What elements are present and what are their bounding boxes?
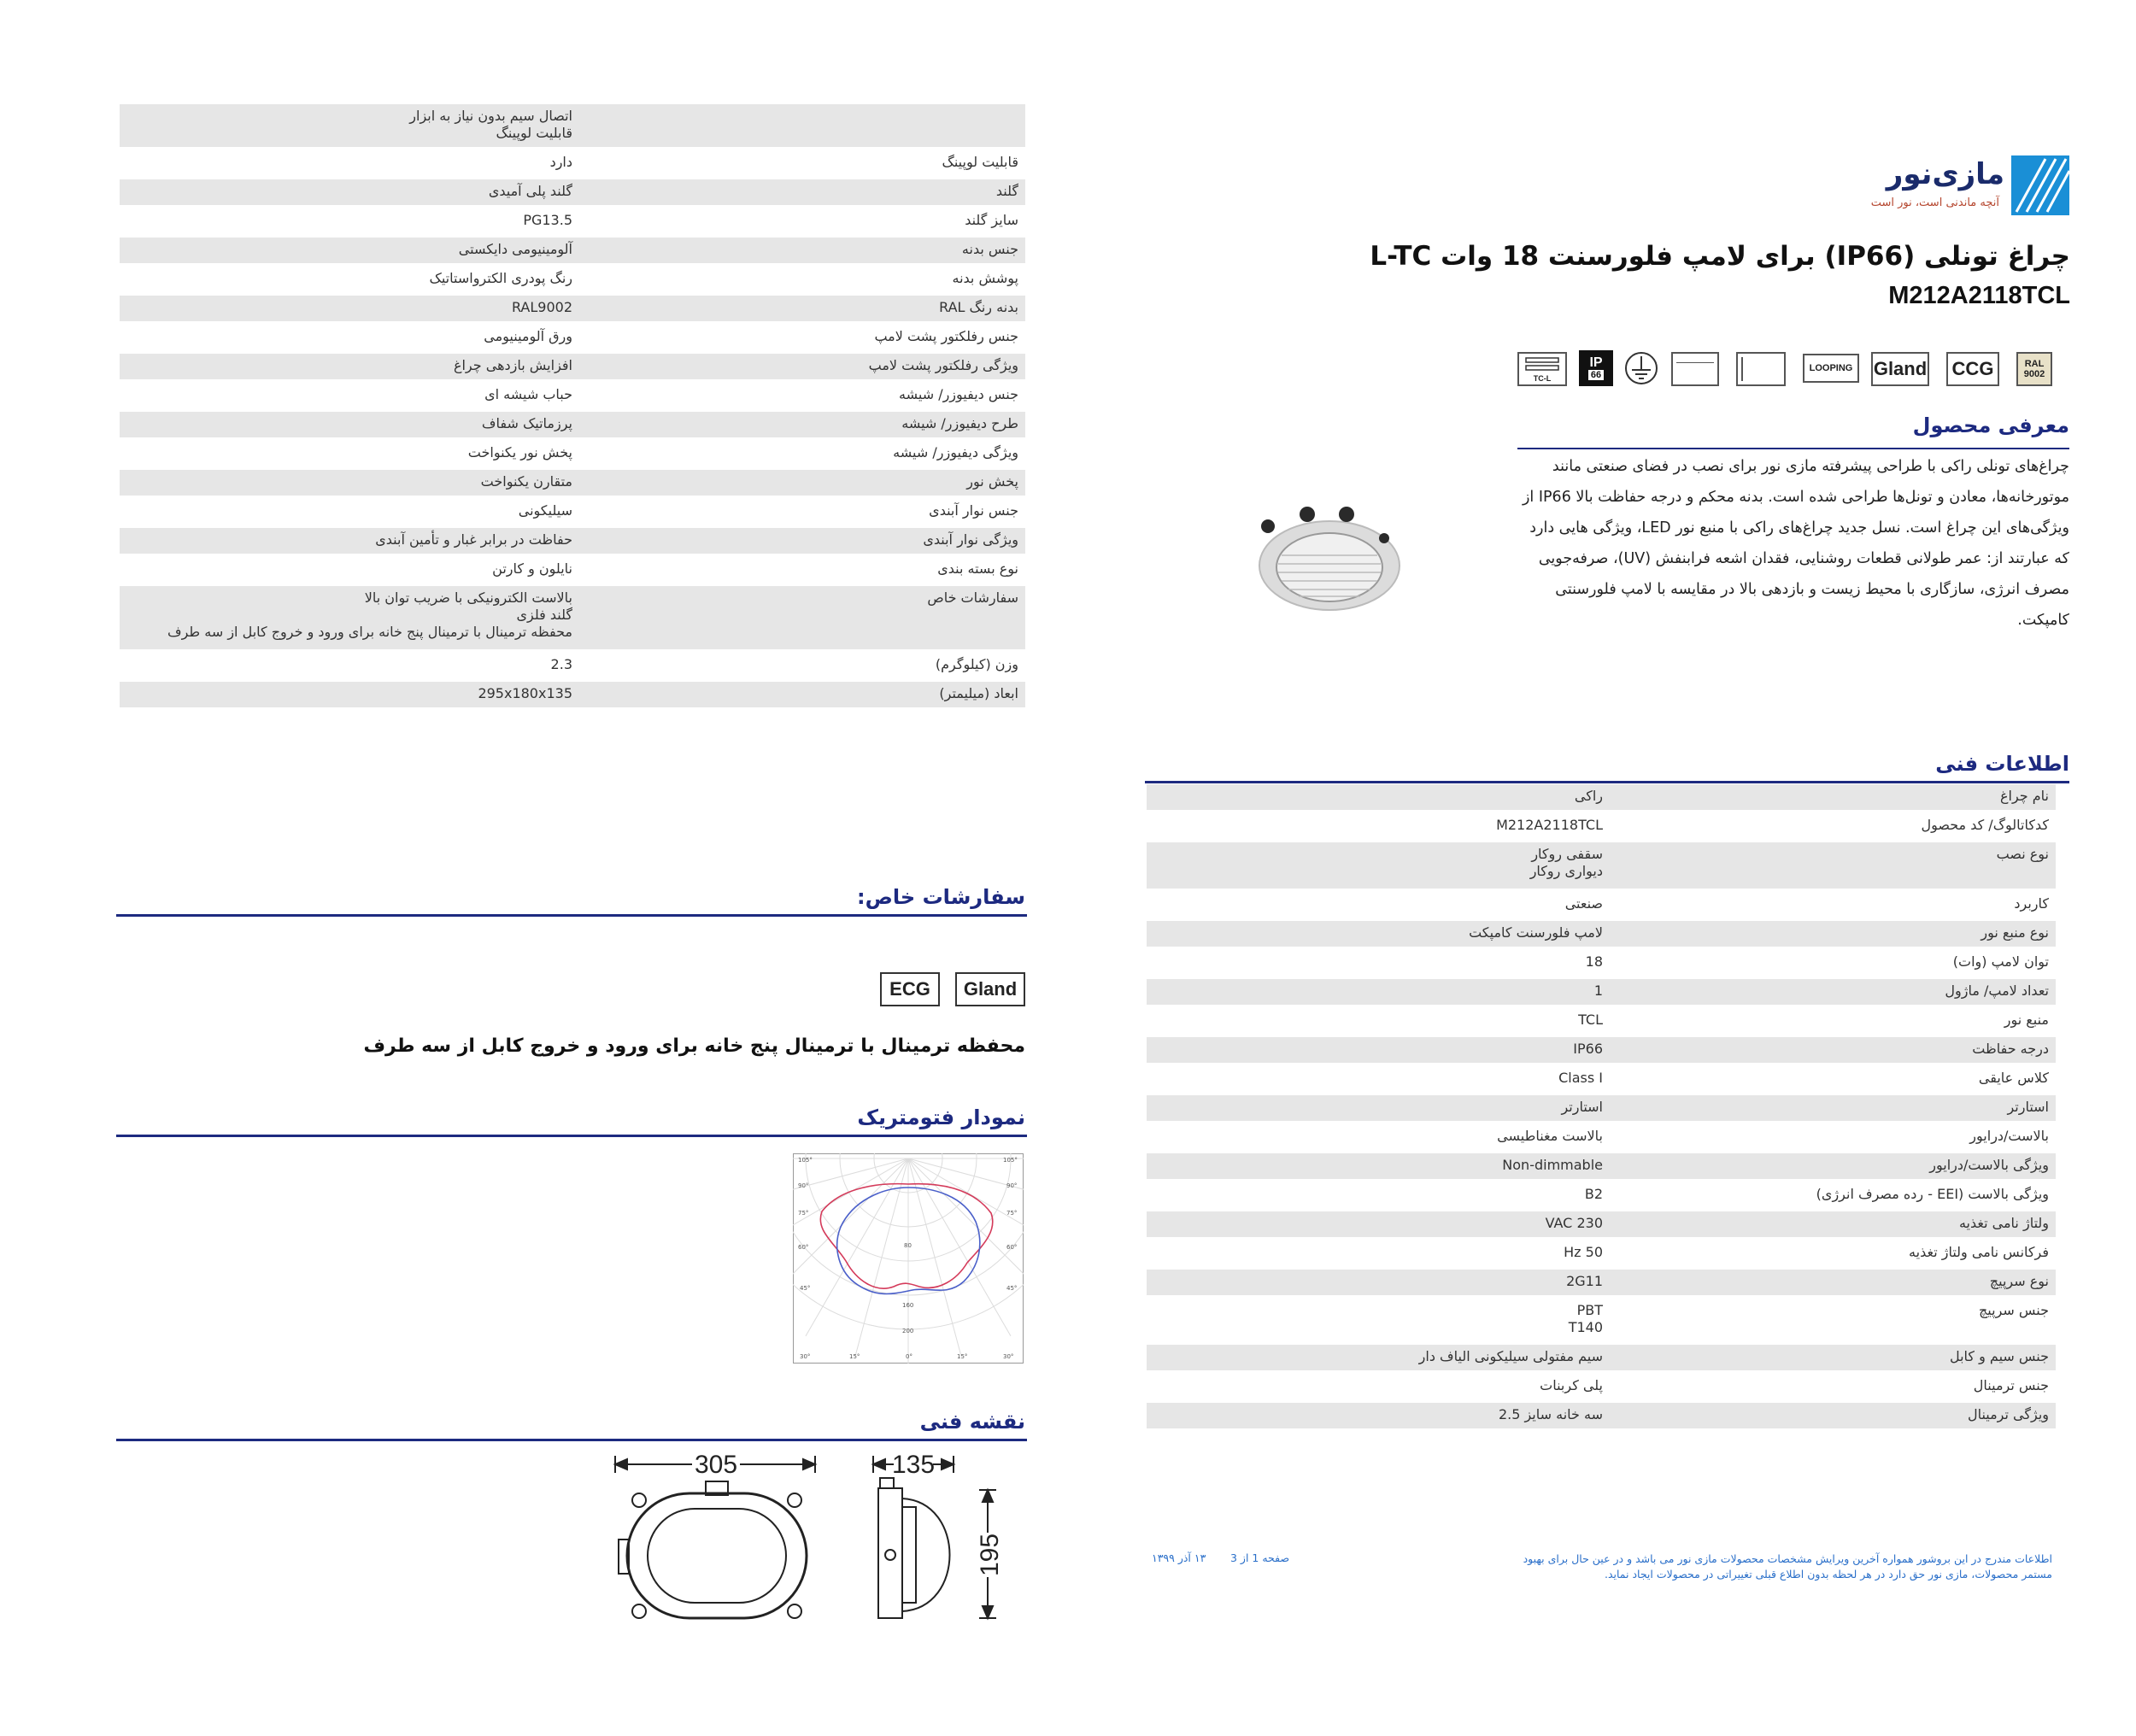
table-row — [1147, 1153, 2056, 1179]
row-value: 2G11 — [1566, 1273, 1603, 1289]
table-row — [120, 682, 1025, 707]
row-value: صنعتی — [1564, 895, 1603, 912]
table-row — [1147, 1008, 2056, 1034]
row-value: پخش نور یکنواخت — [467, 444, 572, 460]
photometric-diagram — [793, 1153, 1024, 1364]
table-row — [1147, 892, 2056, 918]
row-value: M212A2118TCL — [1496, 817, 1603, 833]
looping-icon: LOOPING — [1803, 354, 1859, 383]
logo-mark-icon — [2011, 155, 2069, 215]
row-value: B2 — [1584, 1186, 1603, 1202]
row-key: ولتاژ نامی تغذیه — [1958, 1215, 2049, 1231]
row-value: سقفی روکار دیواری روکار — [1529, 846, 1603, 879]
row-key: جنس سرپیچ — [1978, 1302, 2049, 1318]
row-value: PG13.5 — [523, 212, 572, 228]
row-key: ابعاد (میلیمتر) — [939, 685, 1018, 701]
footer-page: صفحه 1 از 3 — [1230, 1551, 1290, 1564]
blank-square-icon-1 — [1671, 352, 1719, 386]
ip66-icon: IP 66 — [1579, 350, 1613, 386]
row-value: متقارن یکنواخت — [480, 473, 572, 490]
radial-label: 160 — [902, 1302, 914, 1309]
angle-label: 90° — [798, 1182, 809, 1189]
row-value: ورق آلومینیومی — [484, 328, 572, 344]
row-value: پرزماتیک شفاف — [481, 415, 572, 431]
intro-title: معرفی محصول — [1912, 413, 2069, 437]
table-row — [120, 470, 1025, 496]
table-row — [1147, 1240, 2056, 1266]
row-value: 18 — [1585, 953, 1603, 970]
row-key: ویژگی بالاست/درایور — [1929, 1157, 2049, 1173]
row-value: راکی — [1574, 788, 1603, 804]
row-key: جنس بدنه — [961, 241, 1018, 257]
table-row — [120, 267, 1025, 292]
angle-label: 75° — [1006, 1210, 1018, 1217]
angle-label: 0° — [906, 1353, 912, 1360]
table-row — [1147, 921, 2056, 947]
row-key: وزن (کیلوگرم) — [935, 656, 1018, 672]
row-key: فرکانس نامی ولتاژ تغذیه — [1909, 1244, 2049, 1260]
table-row — [1147, 1374, 2056, 1399]
table-row — [120, 238, 1025, 263]
row-key: جنس ترمینال — [1973, 1377, 2049, 1393]
dim-depth: 135 — [891, 1451, 936, 1479]
row-value: 2.3 — [550, 656, 572, 672]
gland-icon: Gland — [1871, 352, 1929, 386]
row-key: پوشش بدنه — [952, 270, 1018, 286]
row-value: Non-dimmable — [1502, 1157, 1603, 1173]
row-value: بالاست الکترونیکی با ضریب توان بالا گلند فلزی محفظه ترمینال با ترمینال پنج خانه برای ورود و خروج کابل از سه طرف — [167, 589, 572, 640]
table-row — [1147, 1345, 2056, 1370]
table-row — [120, 441, 1025, 466]
dim-width: 305 — [694, 1451, 738, 1479]
row-value: 1 — [1593, 982, 1603, 999]
row-key: منبع نور — [2004, 1012, 2049, 1028]
row-key: نوع سرپیچ — [1989, 1273, 2049, 1289]
row-key: نوع نصب — [1996, 846, 2049, 862]
row-value: پلی کربنات — [1540, 1377, 1603, 1393]
product-photo — [1247, 504, 1410, 615]
ecg-badge: ECG — [880, 972, 940, 1006]
table-row — [120, 412, 1025, 437]
row-value: TCL — [1578, 1012, 1603, 1028]
footer-date: ۱۳ آذر ۱۳۹۹ — [1152, 1551, 1206, 1564]
dim-height: 195 — [976, 1533, 1004, 1577]
angle-label: 75° — [798, 1210, 809, 1217]
brand-slogan: آنچه ماندنی است، نور است — [1870, 196, 1999, 209]
table-row — [120, 586, 1025, 649]
row-key: جنس دیفیوزر/ شیشه — [899, 386, 1018, 402]
row-key: توان لامپ (وات) — [1952, 953, 2049, 970]
tech-info-table — [1147, 784, 2056, 1432]
row-value: بالاست مغناطیسی — [1497, 1128, 1603, 1144]
row-key: نام چراغ — [1999, 788, 2049, 804]
brand-name: مازی‌نور — [1886, 157, 2004, 191]
table-row — [120, 383, 1025, 408]
product-code: M212A2118TCL — [1888, 282, 2070, 309]
angle-label: 105° — [1003, 1157, 1018, 1164]
table-row — [120, 296, 1025, 321]
row-key: ویژگی ترمینال — [1967, 1406, 2049, 1422]
row-key: سفارشات خاص — [927, 589, 1018, 606]
row-value: گلند پلی آمیدی — [488, 183, 572, 199]
table-row — [1147, 1066, 2056, 1092]
row-key: نوع منبع نور — [1980, 924, 2049, 941]
spec-table — [120, 104, 1025, 711]
row-value: استارتر — [1561, 1099, 1603, 1115]
table-row — [1147, 950, 2056, 976]
angle-label: 45° — [1006, 1285, 1018, 1292]
row-key: کاربرد — [2014, 895, 2049, 912]
product-title: چراغ تونلی (IP66) برای لامپ فلورسنت 18 وات L-TC — [1370, 241, 2070, 272]
table-row — [120, 150, 1025, 176]
angle-label: 60° — [798, 1244, 809, 1251]
row-value: 230 VAC — [1545, 1215, 1603, 1231]
table-row — [120, 557, 1025, 583]
row-value: دارد — [549, 154, 572, 170]
table-row — [1147, 1270, 2056, 1295]
row-key: سایز گلند — [965, 212, 1018, 228]
angle-label: 15° — [957, 1353, 968, 1360]
row-value: Class I — [1558, 1070, 1603, 1086]
footer-note: اطلاعات مندرج در این بروشور همواره آخرین ویرایش مشخصات محصولات مازی نور می باشد و در عین حال برای بهبود مستمر محصولات، مازی نور حق دارد در هر لحظه بدون اطلاع قبلی تغییراتی در محصولات ایجاد نماید. — [1523, 1552, 2052, 1581]
row-key: کدکاتالوگ/ کد محصول — [1921, 817, 2049, 833]
row-value: حباب شیشه ای — [484, 386, 572, 402]
ral-icon: RAL 9002 — [2016, 352, 2052, 386]
row-key: درجه حفاظت — [1972, 1041, 2049, 1057]
row-key — [572, 104, 1025, 108]
row-key: جنس سیم و کابل — [1949, 1348, 2049, 1364]
row-value: سیلیکونی — [518, 502, 572, 519]
angle-label: 15° — [849, 1353, 860, 1360]
row-value: IP66 — [1573, 1041, 1603, 1057]
row-key: ویژگی دیفیوزر/ شیشه — [893, 444, 1018, 460]
radial-label: 200 — [902, 1328, 914, 1334]
row-value: لامپ فلورسنت کامپکت — [1469, 924, 1603, 941]
row-key: قابلیت لوپینگ — [942, 154, 1018, 170]
row-value: PBT T140 — [1568, 1302, 1603, 1335]
earth-ground-icon — [1624, 351, 1658, 385]
angle-label: 30° — [800, 1353, 811, 1360]
tcl-lamp-icon: TC-L — [1517, 352, 1567, 386]
table-row — [1147, 1037, 2056, 1063]
table-row — [1147, 1299, 2056, 1341]
table-row — [120, 104, 1025, 147]
row-key: بدنه رنگ RAL — [939, 299, 1018, 315]
row-key: کلاس عایقی — [1978, 1070, 2049, 1086]
row-key: بالاست/درایور — [1969, 1128, 2049, 1144]
photometric-title: نمودار فتومتریک — [857, 1106, 1025, 1129]
row-value: اتصال سیم بدون نیاز به ابزار قابلیت لوپینگ — [409, 108, 572, 141]
row-value: حفاظت در برابر غبار و تأمین آبندی — [375, 531, 572, 548]
radial-label: 80 — [904, 1242, 912, 1249]
row-key: ویژگی بالاست (EEI - رده مصرف انرژی) — [1816, 1186, 2049, 1202]
brand-logo — [1813, 152, 2069, 220]
row-value: آلومینیومی دایکستی — [458, 241, 572, 257]
table-row — [120, 208, 1025, 234]
special-orders-title: سفارشات خاص: — [857, 885, 1025, 909]
row-value: RAL9002 — [511, 299, 572, 315]
row-value: افزایش بازدهی چراغ — [453, 357, 572, 373]
table-row — [1147, 842, 2056, 889]
special-orders-text: محفظه ترمینال با ترمینال پنج خانه برای ورود و خروج کابل از سه طرف — [363, 1035, 1025, 1057]
table-row — [1147, 1211, 2056, 1237]
row-value: نایلون و کارتن — [492, 560, 572, 577]
angle-label: 60° — [1006, 1244, 1018, 1251]
table-row — [120, 354, 1025, 379]
row-value: سه خانه سایز 2.5 — [1498, 1406, 1603, 1422]
row-key: ویژگی نوار آبندی — [923, 531, 1018, 548]
gland-badge: Gland — [955, 972, 1025, 1006]
row-value: 50 Hz — [1564, 1244, 1603, 1260]
tech-info-rule — [1145, 781, 2069, 783]
ccg-icon: CCG — [1946, 352, 1999, 386]
table-row — [120, 325, 1025, 350]
intro-text: چراغ‌های تونلی راکی با طراحی پیشرفته مازی نور برای نصب در فضای صنعتی مانند موتورخانه‌ها، معادن و تونل‌ها طراحی شده است. بدنه محکم و درجه حفاظت بالا IP66 از ویژگی‌های این چراغ است. نسل جدید چراغ‌های راکی با منبع نور LED، ویژگی هایی دارد که عبارتند از: عمر طولانی قطعات روشنایی، فقدان اشعه فرابنفش (UV)، صرفه‌جویی مصرف انرژی، سازگاری با محیط زیست و بازدهی بالا در مقایسه با لامپ فلورسنتی کامپکت. — [1522, 458, 2069, 629]
row-value: 295x180x135 — [478, 685, 572, 701]
angle-label: 90° — [1006, 1182, 1018, 1189]
table-row — [1147, 1182, 2056, 1208]
angle-label: 45° — [800, 1285, 811, 1292]
table-row — [120, 499, 1025, 525]
tube-lamp-icon — [1523, 355, 1562, 374]
table-row — [1147, 979, 2056, 1005]
photometric-rule — [116, 1135, 1027, 1137]
row-value: رنگ پودری الکترواستاتیک — [429, 270, 572, 286]
row-key: نوع بسته بندی — [937, 560, 1018, 577]
row-key: پخش نور — [966, 473, 1018, 490]
table-row — [1147, 784, 2056, 810]
row-key: تعداد لامپ/ ماژول — [1945, 982, 2049, 999]
row-key: جنس نوار آبندی — [929, 502, 1018, 519]
table-row — [120, 179, 1025, 205]
table-row — [120, 653, 1025, 678]
row-key: جنس رفلکتور پشت لامپ — [874, 328, 1018, 344]
row-key: گلند — [995, 183, 1018, 199]
row-key: ویژگی رفلکتور پشت لامپ — [868, 357, 1018, 373]
table-row — [1147, 813, 2056, 839]
row-key: استارتر — [2007, 1099, 2049, 1115]
row-value: سیم مفتولی سیلیکونی الیاف دار — [1418, 1348, 1603, 1364]
special-orders-rule — [116, 914, 1027, 917]
blank-square-icon-2 — [1736, 352, 1786, 386]
table-row — [1147, 1095, 2056, 1121]
drawing-title: نقشه فنی — [919, 1410, 1025, 1434]
technical-drawing — [598, 1444, 1025, 1649]
table-row — [120, 528, 1025, 554]
intro-rule — [1517, 448, 2069, 449]
table-row — [1147, 1124, 2056, 1150]
drawing-rule — [116, 1439, 1027, 1441]
row-key: طرح دیفیوزر/ شیشه — [901, 415, 1018, 431]
angle-label: 105° — [798, 1157, 813, 1164]
table-row — [1147, 1403, 2056, 1428]
tech-info-title: اطلاعات فنی — [1935, 752, 2069, 776]
ground-icon — [1623, 350, 1659, 386]
angle-label: 30° — [1003, 1353, 1014, 1360]
